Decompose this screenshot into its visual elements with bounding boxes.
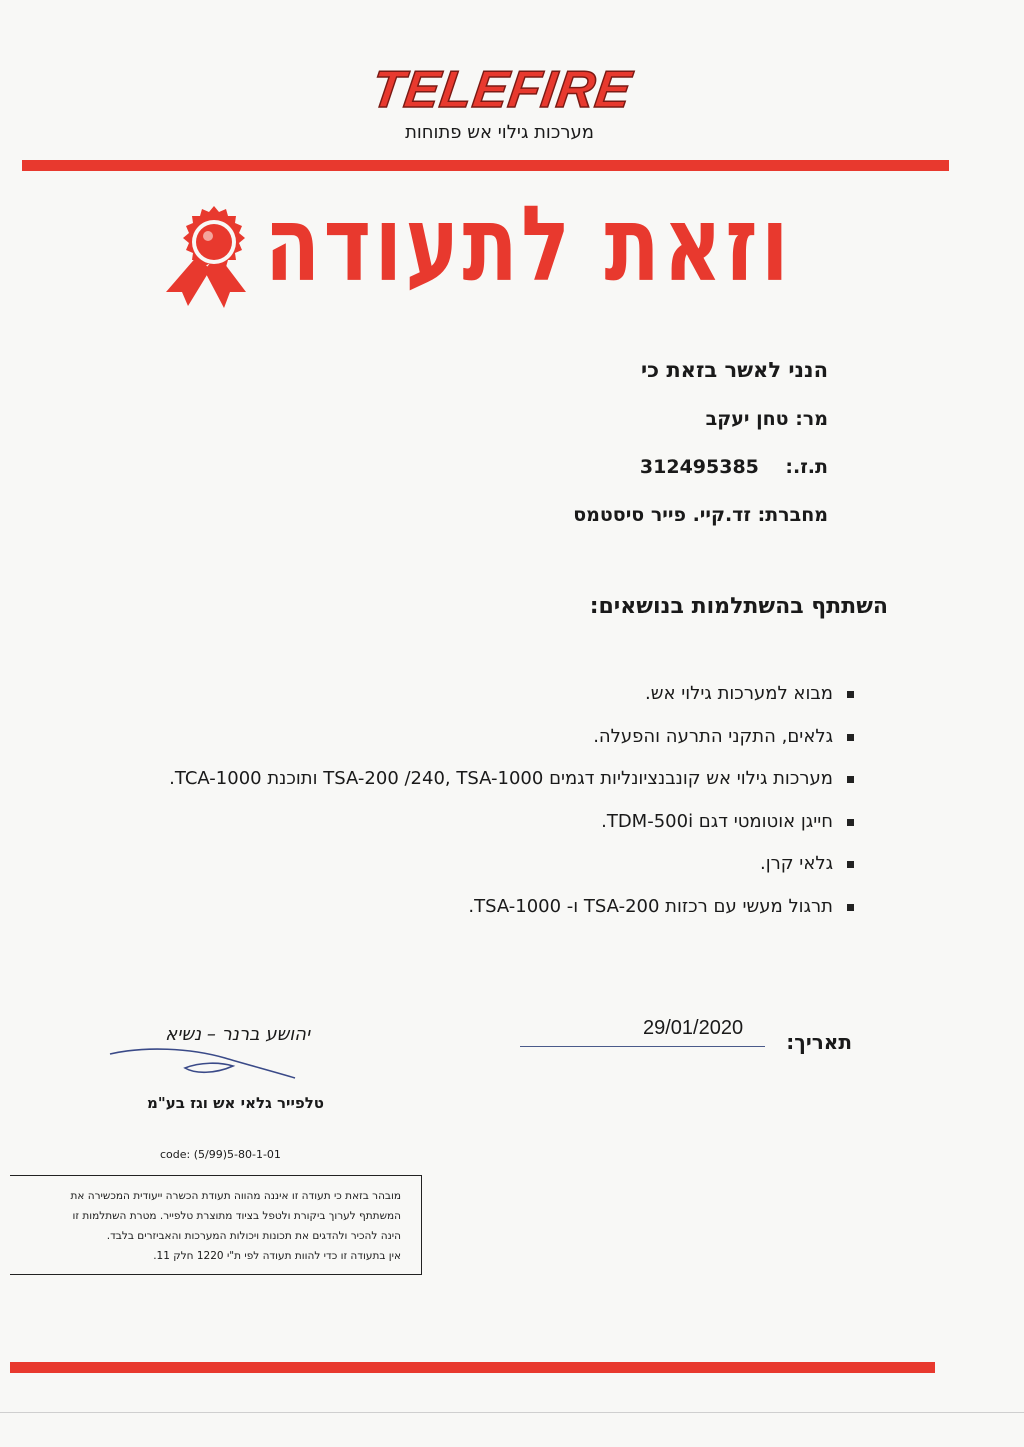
topics-heading: השתתף בהשתלמות בנושאים: — [589, 594, 888, 619]
company-label: מחברת: — [757, 504, 828, 526]
date-label: תאריך: — [786, 1030, 852, 1054]
name-label: מר: — [795, 408, 828, 430]
date-line — [520, 1046, 765, 1047]
company-value: זד.קיי. פייר סיסטמס — [573, 504, 751, 526]
bullet-icon — [847, 776, 854, 783]
document-code: code: (5/99)5-80-1-01 — [160, 1148, 281, 1161]
list-item: מבוא למערכות גילוי אש. — [169, 683, 854, 726]
signature-scribble — [105, 1040, 325, 1089]
bullet-icon — [847, 691, 854, 698]
bullet-icon — [847, 734, 854, 741]
top-divider — [22, 160, 949, 171]
list-item: מערכות גילוי אש קונבנציונליות דגמים TSA-200 /240, TSA-1000 ותוכנת TCA-1000. — [169, 768, 854, 811]
bullet-icon — [847, 819, 854, 826]
telefire-logo: TELEFIRE — [367, 61, 636, 119]
list-item: גלאים, התקני התרעה והפעלה. — [169, 726, 854, 769]
name-value: טחן יעקב — [705, 408, 789, 430]
bottom-divider — [10, 1362, 935, 1373]
bullet-icon — [847, 861, 854, 868]
id-value: 312495385 — [639, 456, 759, 478]
id-label: ת.ז.: — [785, 456, 828, 478]
certificate-title: וזאת לתעודה — [264, 183, 792, 305]
topics-list — [169, 683, 854, 938]
disclaimer-box — [10, 1175, 422, 1275]
id-field — [640, 456, 828, 478]
disclaimer-line: הינה להכיר ולהדגים את תכונות ויכולות המערכות והאביזרים בלבד. — [106, 1230, 401, 1242]
list-item: תרגול מעשי עם רכזות TSA-200 ו- TSA-1000. — [169, 896, 854, 939]
award-rosette-icon — [158, 200, 258, 312]
scan-edge-line — [0, 1412, 1024, 1413]
signer-company: טלפייר גלאי אש וגז בע"מ — [147, 1094, 324, 1112]
logo-subtitle: מערכות גילוי אש פתוחות — [405, 122, 594, 143]
list-item: חייגן אוטומטי דגם TDM-500i. — [169, 811, 854, 854]
disclaimer-line: המשתתף לערוך ביקורת ולטפל בציוד מתוצרת טלפייר. מטרת השתלמות זו — [72, 1210, 401, 1222]
date-value: 29/01/2020 — [643, 1017, 744, 1039]
bullet-icon — [847, 904, 854, 911]
disclaimer-line: אין בתעודה זו כדי להוות תעודה לפי ת"י 1220 חלק 11. — [153, 1250, 401, 1262]
company-field — [573, 504, 828, 526]
disclaimer-line: מובהר בזאת כי תעודה זו איננה מהווה תעודת הכשרה ייעודית המכשירה את — [70, 1190, 401, 1202]
name-field — [706, 408, 828, 430]
list-item: גלאי קרן. — [169, 853, 854, 896]
intro-text: הנני לאשר בזאת כי — [640, 358, 828, 382]
signer-name: יהושע ברנר – נשיא — [165, 1024, 310, 1045]
